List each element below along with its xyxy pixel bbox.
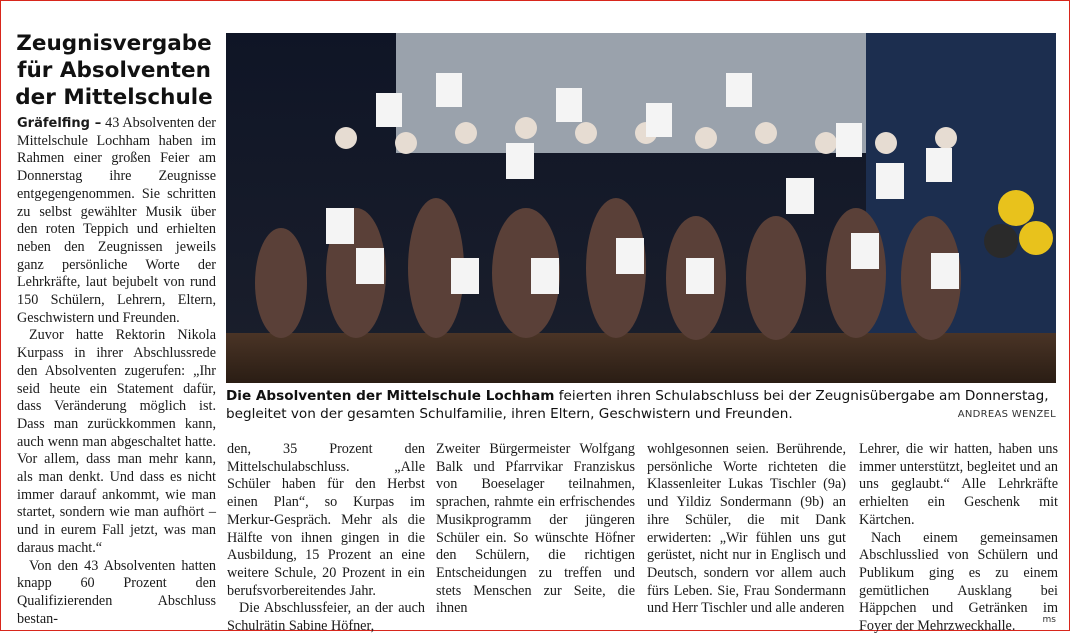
caption-lead: Die Absolventen der Mittelschule Lochham <box>226 388 555 404</box>
article-column-2 <box>227 441 425 636</box>
article-headline: Zeugnisvergabe für Absolventen der Mittelschule <box>15 31 213 110</box>
article-column-4 <box>647 441 846 618</box>
article-paragraph: wohlgesonnen seien. Berührende, persönliche Worte richteten die Klassenleiter Lukas Tischler (9a) und Yildiz Sondermann (9b) an ihre Schüler, die mit Dank erwiderten: „Wir fühlen uns gut gerüstet, nicht nur in Englisch und Deutsch, sondern vor allem auch fürs Leben. Sie, Frau Sondermann und Herr Tischler und alle anderen <box>647 441 846 617</box>
article-paragraph: Zweiter Bürgermeister Wolfgang Balk und Pfarrvikar Franziskus von Boeselager teilnahmen, sprachen, rahmte ein erfrischendes Musikprogramm der jüngeren Schüler ein. So wünschte Höfner den Schülern, die richtigen Entscheidungen zu treffen und stets Menschen zur Seite, die ihnen <box>436 441 635 617</box>
article-paragraph: Von den 43 Absolventen hatten knapp 60 Prozent den Qualifizierenden Abschluss bestan- <box>17 557 216 627</box>
group-photo <box>226 33 1056 383</box>
article-column-5 <box>859 441 1058 636</box>
article-paragraph: den, 35 Prozent den Mittelschulabschluss. „Alle Schüler haben für den Herbst einen Plan“, so Kurpas im Merkur-Gespräch. Mehr als die Hälfte von ihnen gingen in die Ausbildung, 15 Prozent an eine weitere Schule, 20 Prozent in ein berufsvorbereitendes Jahr. <box>227 441 425 599</box>
article-paragraph: Zuvor hatte Rektorin Nikola Kurpass in ihrer Abschlussrede den Absolventen zugerufen: „Ihr seid heute ein Statement dafür, dass Veränderung möglich ist. Dass man zurückkommen kann, auch wenn man abgeschaltet hatte. Vor allem, dass man mehr kann, als man denkt. Und dass es nicht immer darauf ankommt, wie man startet, sondern wie man aufhört – und in eurem Fall jetzt, was man daraus macht.“ <box>17 327 216 556</box>
paragraph-text: 43 Absolventen der Mittelschule Lochham haben im Rahmen einer großen Feier am Donnerstag ihre Zeugnisse entgegengenommen. Sie schritten zu selbst gewählter Musik über den roten Teppich und erhielten neben den Zeugnissen jeweils ganz persönliche Worte der Lehrkräfte, laut bejubelt von rund 150 Schülern, Lehrern, Eltern, Geschwistern und Freunden. <box>17 115 217 326</box>
photo-credit: ANDREAS WENZEL <box>957 409 1056 420</box>
caption-text: feierten ihren Schulabschluss bei der Zeugnisübergabe am Donnerstag, begleitet von der gesamten Schulfamilie, ihren Eltern, Geschwistern und Freunden. <box>226 388 1049 422</box>
author-initials: ms <box>1042 615 1056 625</box>
article-paragraph <box>17 115 216 327</box>
article-paragraph: Nach einem gemeinsamen Abschlusslied von Schülern und Publikum ging es zu einem gemütlichen Ausklang bei Häppchen und Getränken im Foyer der Mehrzweckhalle. <box>859 529 1058 635</box>
dateline: Gräfelfing – <box>17 116 102 131</box>
photo-caption <box>226 387 1056 423</box>
article-column-1 <box>17 115 216 628</box>
article-column-3 <box>436 441 635 618</box>
article-paragraph: Lehrer, die wir hatten, haben uns immer unterstützt, begleitet und an uns geglaubt.“ Alle Lehrkräfte erhielten ein Geschenk mit Kärtchen. <box>859 441 1058 528</box>
article-paragraph: Die Abschlussfeier, an der auch Schulrätin Sabine Höfner, <box>227 600 425 635</box>
